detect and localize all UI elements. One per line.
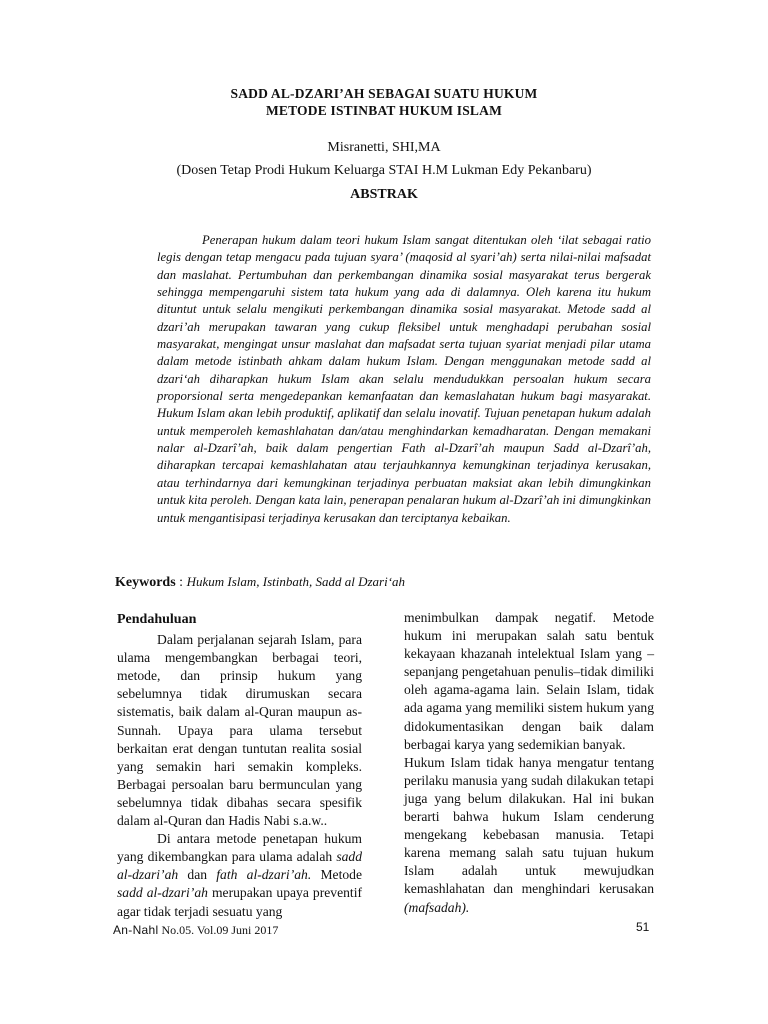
journal-issue: No.05. Vol.09 Juni 2017 (158, 923, 279, 937)
body-text: Metode (311, 867, 362, 883)
author-name: Misranetti, SHI,MA (327, 140, 441, 155)
italic-term: sadd al-dzari’ah (117, 849, 362, 883)
body-paragraph (117, 830, 362, 920)
body-paragraph (404, 754, 654, 917)
author-affiliation: (Dosen Tetap Prodi Hukum Keluarga STAI H.M Lukman Edy Pekanbaru) (176, 163, 592, 178)
body-column-right (404, 609, 654, 917)
body-text: Di antara metode penetapan hukum yang dikembangkan para ulama adalah (117, 831, 362, 865)
journal-footer (113, 923, 278, 938)
abstract-heading: ABSTRAK (350, 187, 418, 202)
italic-term: sadd al-dzari’ah (117, 885, 208, 901)
paper-title-line-2: METODE ISTINBAT HUKUM ISLAM (265, 103, 503, 118)
abstract-text: Penerapan hukum dalam teori hukum Islam sangat ditentukan oleh ‘ilat sebagai ratio legis dengan tetap mengacu pada tujuan syara’ (maqosid al syari’ah) serta nilai-nilai mafsadat dan maslahat. Pertumbuhan dan perkembangan dinamika sosial masyarakat terus bergerak sehingga mempengaruhi sistem tata hukum yang ada di dalamnya. Oleh karena itu hukum dituntut untuk selalu mengikuti perkembangan dinamika sosial masyarakat. Metode sadd al dzari’ah merupakan tawaran yang cukup fleksibel untuk menghadapi perubahan sosial masyarakat, mengingat unsur maslahat dan mafsadat serta tujuan syariat menjadi pilar utama dalam metode istinbath ahkam dalam hukum Islam. Dengan menggunakan metode sadd al dzari‘ah diharapkan hukum Islam akan selalu mendudukkan persoalan hukum secara proporsional serta mengedepankan kemanfaatan dan kemaslahatan hukum bagi masyarakat. Hukum Islam akan lebih produktif, aplikatif dan selalu inovatif. Tujuan penetapan hukum adalah untuk memperoleh kemashlahatan dan/atau menghindarkan kemadharatan. Dengan memakani nalar al-Dzarî’ah, baik dalam pengertian Fath al-Dzarî’ah maupun Sadd al-Dzarî’ah, diharapkan tercapai kemashlahatan atau terjauhkannya kemungkinan terjadinya kerusakan, atau terhindarnya dari kemungkinan terjadinya perbuatan maksiat akan lebih dimungkinkan untuk kita peroleh. Dengan kata lain, penerapan penalaran hukum al-Dzarî’ah ini dimungkinkan untuk mengantisipasi terjadinya kerusakan dan terciptanya kebaikan. (157, 233, 651, 525)
italic-term: (mafsadah). (404, 899, 470, 915)
body-text: dan (178, 867, 217, 883)
body-paragraph: Dalam perjalanan sejarah Islam, para ulama mengembangkan berbagai teori, metode, dan prinsip hukum yang sebelumnya tidak dirumuskan secara sistematis, baik dalam al-Quran maupun as-Sunnah. Upaya para ulama tersebut berkaitan erat dengan tuntutan realita sosial yang semakin hari semakin kompleks. Berbagai persoalan baru bermunculan yang sebelumnya tidak dibahas secara spesifik dalam al-Quran dan Hadis Nabi s.a.w.. (117, 632, 362, 829)
keywords-values: Hukum Islam, Istinbath, Sadd al Dzari‘ah (186, 574, 406, 589)
journal-name: An-Nahl (113, 923, 159, 937)
body-column-left (117, 611, 362, 921)
paper-title-line-1: SADD AL-DZARI’AH SEBAGAI SUATU HUKUM (230, 86, 538, 101)
body-paragraph: menimbulkan dampak negatif. Metode hukum ini merupakan salah satu bentuk kekayaan khazanah intelektual Islam yang –sepanjang pengetahuan penulis–tidak dimiliki oleh agama-agama lain. Selain Islam, tidak ada agama yang memiliki sistem hukum yang didokumentasikan dengan baik dalam berbagai karya yang sedemikian banyak. (404, 610, 654, 752)
body-text: merupakan upaya preventif agar tidak terjadi sesuatu yang (117, 885, 362, 919)
italic-term: fath al-dzari’ah. (216, 867, 312, 883)
page-number: 51 (636, 920, 650, 934)
keywords-line (115, 574, 675, 591)
keywords-separator: : (175, 575, 187, 590)
body-text: Hukum Islam tidak hanya mengatur tentang perilaku manusia yang sudah dilakukan tetapi juga yang belum dilakukan. Hal ini bukan berarti bahwa hukum Islam cenderung mengekang kebebasan manusia. Tetapi karena memang salah satu tujuan hukum Islam adalah untuk mewujudkan kemashlahatan dan menghindari kerusakan (404, 754, 654, 897)
section-heading: Pendahuluan (117, 612, 197, 627)
keywords-label: Keywords (115, 575, 176, 590)
